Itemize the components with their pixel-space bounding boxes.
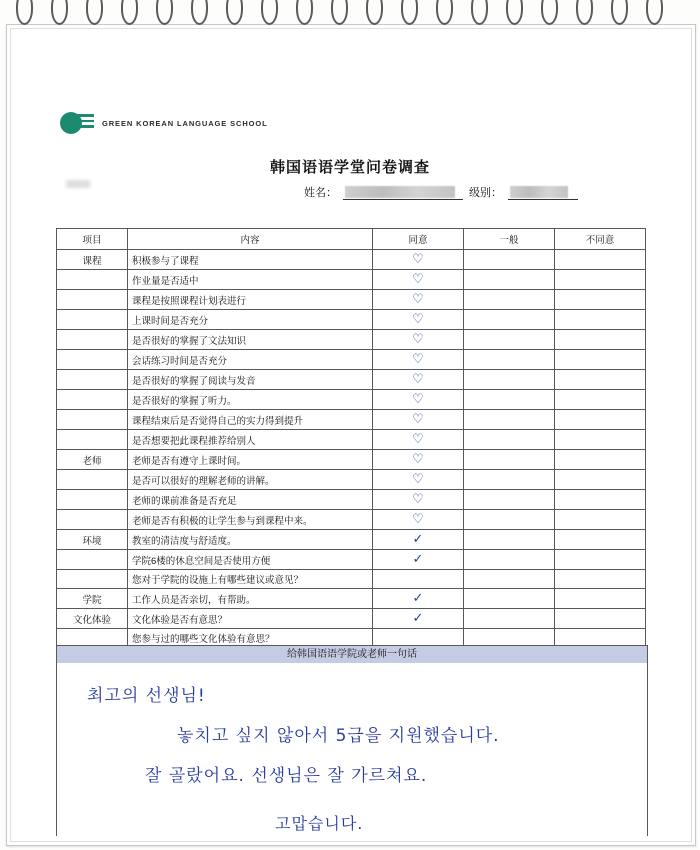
- row-normal-mark[interactable]: [464, 430, 555, 450]
- identity-line: [304, 184, 664, 200]
- row-agree-mark[interactable]: ♡: [373, 290, 464, 310]
- row-content: 是否很好的掌握了听力。: [128, 390, 373, 410]
- row-normal-mark[interactable]: [464, 370, 555, 390]
- row-content: 工作人员是否亲切，有帮助。: [128, 589, 373, 609]
- table-row: [57, 609, 646, 629]
- row-agree-mark[interactable]: ♡: [373, 370, 464, 390]
- spiral-ring: [226, 0, 243, 25]
- row-agree-mark[interactable]: ♡: [373, 390, 464, 410]
- row-disagree-mark[interactable]: [555, 450, 646, 470]
- row-content: 课程结束后是否觉得自己的实力得到提升: [128, 410, 373, 430]
- row-category: [57, 290, 128, 310]
- row-content: 是否很好的掌握了阅读与发音: [128, 370, 373, 390]
- row-normal-mark[interactable]: [464, 450, 555, 470]
- spiral-ring: [576, 0, 593, 25]
- header-agree: 同意: [373, 229, 464, 250]
- row-normal-mark[interactable]: [464, 330, 555, 350]
- table-row: [57, 570, 646, 589]
- spiral-ring: [401, 0, 418, 25]
- spiral-ring: [121, 0, 138, 25]
- table-row: [57, 410, 646, 430]
- row-agree-mark[interactable]: ♡: [373, 270, 464, 290]
- row-disagree-mark[interactable]: [555, 490, 646, 510]
- header-disagree: 不同意: [555, 229, 646, 250]
- row-disagree-mark[interactable]: [555, 609, 646, 629]
- row-disagree-mark[interactable]: [555, 550, 646, 570]
- row-disagree-mark[interactable]: [555, 350, 646, 370]
- logo-mark-icon: [60, 110, 94, 136]
- row-category: [57, 330, 128, 350]
- page-title: 韩国语语学堂问卷调查: [269, 159, 430, 176]
- table-row: [57, 490, 646, 510]
- name-field[interactable]: [343, 185, 463, 200]
- row-agree-mark[interactable]: [373, 570, 464, 589]
- row-category: [57, 410, 128, 430]
- level-redaction: [510, 186, 568, 198]
- spiral-ring: [156, 0, 173, 25]
- row-agree-mark[interactable]: ✓: [373, 609, 464, 629]
- row-content: 作业量是否适中: [128, 270, 373, 290]
- row-disagree-mark[interactable]: [555, 589, 646, 609]
- row-normal-mark[interactable]: [464, 390, 555, 410]
- table-header-row: [57, 229, 646, 250]
- header-category: 项目: [57, 229, 128, 250]
- row-disagree-mark[interactable]: [555, 430, 646, 450]
- row-content: 是否很好的掌握了文法知识: [128, 330, 373, 350]
- row-normal-mark[interactable]: [464, 410, 555, 430]
- row-normal-mark[interactable]: [464, 530, 555, 550]
- row-content: 老师是否有遵守上课时间。: [128, 450, 373, 470]
- row-disagree-mark[interactable]: [555, 390, 646, 410]
- spiral-ring: [611, 0, 628, 25]
- name-redaction: [345, 186, 455, 198]
- row-content: 上课时间是否充分: [128, 310, 373, 330]
- spiral-ring: [86, 0, 103, 25]
- spiral-ring: [471, 0, 488, 25]
- table-row: [57, 350, 646, 370]
- table-row: [57, 470, 646, 490]
- row-content: 积极参与了课程: [128, 250, 373, 270]
- row-normal-mark[interactable]: [464, 589, 555, 609]
- row-content: 会话练习时间是否充分: [128, 350, 373, 370]
- row-disagree-mark[interactable]: [555, 270, 646, 290]
- row-disagree-mark[interactable]: [555, 290, 646, 310]
- row-disagree-mark[interactable]: [555, 410, 646, 430]
- survey-sheet: [14, 32, 686, 836]
- header-content: 内容: [128, 229, 373, 250]
- row-content: 老师的课前准备是否充足: [128, 490, 373, 510]
- row-agree-mark[interactable]: ♡: [373, 490, 464, 510]
- row-agree-mark[interactable]: ♡: [373, 470, 464, 490]
- spiral-ring: [51, 0, 68, 25]
- row-category: 学院: [57, 589, 128, 609]
- row-category: [57, 370, 128, 390]
- table-row: [57, 270, 646, 290]
- spiral-ring: [646, 0, 663, 25]
- row-content: 课程是按照课程计划表进行: [128, 290, 373, 310]
- row-content[interactable]: 您参与过的哪些文化体验有意思？: [128, 629, 373, 648]
- row-content: 教室的清洁度与舒适度。: [128, 530, 373, 550]
- row-category: [57, 430, 128, 450]
- level-field[interactable]: [508, 185, 578, 200]
- table-row: [57, 250, 646, 270]
- row-category: 环境: [57, 530, 128, 550]
- row-agree-mark[interactable]: ♡: [373, 430, 464, 450]
- row-normal-mark[interactable]: [464, 290, 555, 310]
- row-agree-mark[interactable]: ♡: [373, 510, 464, 530]
- row-disagree-mark[interactable]: [555, 250, 646, 270]
- row-normal-mark[interactable]: [464, 510, 555, 530]
- row-category: [57, 270, 128, 290]
- row-normal-mark[interactable]: [464, 470, 555, 490]
- spiral-binding: [0, 0, 700, 36]
- row-category: [57, 310, 128, 330]
- row-disagree-mark[interactable]: [555, 370, 646, 390]
- row-content: 老师是否有积极的让学生参与到课程中来。: [128, 510, 373, 530]
- table-row: [57, 370, 646, 390]
- row-category: 课程: [57, 250, 128, 270]
- row-content: 是否想要把此课程推荐给别人: [128, 430, 373, 450]
- row-category: [57, 350, 128, 370]
- table-row: [57, 290, 646, 310]
- row-content: 是否可以很好的理解老师的讲解。: [128, 470, 373, 490]
- row-content: 文化体验是否有意思？: [128, 609, 373, 629]
- row-disagree-mark[interactable]: [555, 570, 646, 589]
- row-content[interactable]: 您对于学院的设施上有哪些建议或意见？: [128, 570, 373, 589]
- row-normal-mark[interactable]: [464, 350, 555, 370]
- row-disagree-mark[interactable]: [555, 470, 646, 490]
- table-row: [57, 510, 646, 530]
- handwritten-line-4: 고맙습니다.: [275, 814, 364, 833]
- message-banner: 给韩国语语学院或老师一句话: [56, 645, 648, 665]
- header-normal: 一般: [464, 229, 555, 250]
- name-label: 姓名：: [304, 187, 337, 199]
- row-normal-mark[interactable]: [464, 570, 555, 589]
- row-normal-mark[interactable]: [464, 550, 555, 570]
- logo-text: GREEN KOREAN LANGUAGE SCHOOL: [102, 118, 268, 128]
- row-normal-mark[interactable]: [464, 310, 555, 330]
- table-row: [57, 330, 646, 350]
- handwritten-line-2: 놓치고 싶지 않아서 5급을 지원했습니다.: [177, 726, 500, 746]
- spiral-ring: [541, 0, 558, 25]
- row-agree-mark[interactable]: ✓: [373, 530, 464, 550]
- table-row: [57, 310, 646, 330]
- spiral-ring: [16, 0, 33, 25]
- spiral-ring: [366, 0, 383, 25]
- row-category: [57, 490, 128, 510]
- paper-smudge: [66, 180, 90, 188]
- row-category: [57, 390, 128, 410]
- free-comment-box[interactable]: [56, 663, 648, 836]
- row-agree-mark[interactable]: ♡: [373, 350, 464, 370]
- row-normal-mark[interactable]: [464, 609, 555, 629]
- row-agree-mark[interactable]: ✓: [373, 550, 464, 570]
- row-category: 老师: [57, 450, 128, 470]
- row-content: 学院6楼的休息空间是否使用方便: [128, 550, 373, 570]
- spiral-ring: [296, 0, 313, 25]
- row-normal-mark[interactable]: [464, 490, 555, 510]
- row-agree-mark[interactable]: ♡: [373, 250, 464, 270]
- row-agree-mark[interactable]: ♡: [373, 410, 464, 430]
- row-category: [57, 550, 128, 570]
- row-agree-mark[interactable]: ♡: [373, 450, 464, 470]
- spiral-ring: [506, 0, 523, 25]
- row-category: [57, 570, 128, 589]
- spiral-ring: [331, 0, 348, 25]
- row-agree-mark[interactable]: ♡: [373, 310, 464, 330]
- row-disagree-mark[interactable]: [555, 330, 646, 350]
- school-logo: [60, 110, 268, 136]
- handwritten-line-1: 최고의 선생님!: [87, 686, 206, 706]
- table-row: [57, 430, 646, 450]
- spiral-ring: [191, 0, 208, 25]
- spiral-ring: [261, 0, 278, 25]
- table-row: [57, 530, 646, 550]
- row-category: 文化体验: [57, 609, 128, 629]
- table-row: [57, 589, 646, 609]
- table-row: [57, 450, 646, 470]
- row-disagree-mark[interactable]: [555, 510, 646, 530]
- row-normal-mark[interactable]: [464, 270, 555, 290]
- survey-table: [56, 228, 646, 667]
- table-row: [57, 390, 646, 410]
- row-disagree-mark[interactable]: [555, 530, 646, 550]
- row-disagree-mark[interactable]: [555, 310, 646, 330]
- row-category: [57, 510, 128, 530]
- table-row: [57, 550, 646, 570]
- level-label: 级别：: [469, 187, 502, 199]
- spiral-ring: [436, 0, 453, 25]
- handwritten-line-3: 잘 골랐어요. 선생님은 잘 가르쳐요.: [145, 766, 428, 786]
- row-category: [57, 470, 128, 490]
- row-normal-mark[interactable]: [464, 250, 555, 270]
- row-agree-mark[interactable]: ✓: [373, 589, 464, 609]
- row-agree-mark[interactable]: ♡: [373, 330, 464, 350]
